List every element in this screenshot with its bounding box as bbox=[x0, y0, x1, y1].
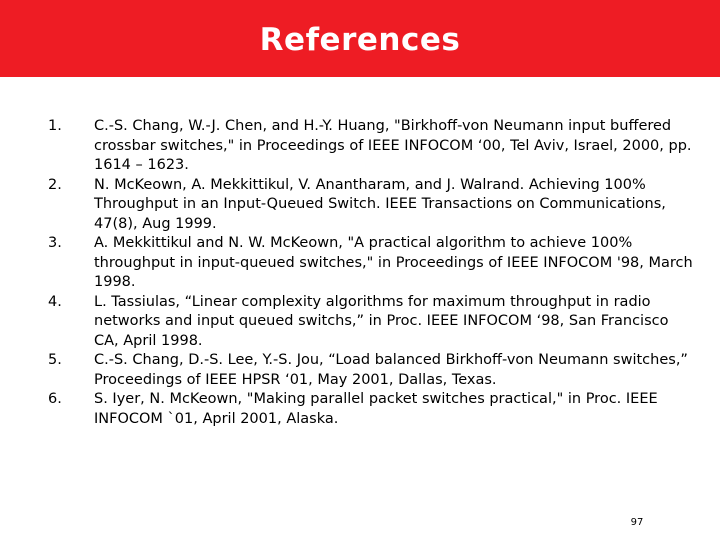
reference-number: 3. bbox=[48, 235, 62, 251]
reference-item-2 bbox=[0, 176, 720, 235]
reference-item-6 bbox=[0, 390, 720, 429]
reference-number: 1. bbox=[48, 118, 62, 134]
reference-text: N. McKeown, A. Mekkittikul, V. Anantharam, and J. Walrand. Achieving 100% Throughput in an Input-Queued Switch. IEEE Transactions on Communications, 47(8), Aug 1999. bbox=[94, 176, 666, 232]
reference-text: S. Iyer, N. McKeown, "Making parallel packet switches practical," in Proc. IEEE INFOCOM `01, April 2001, Alaska. bbox=[94, 391, 658, 427]
reference-number: 4. bbox=[48, 293, 62, 310]
reference-number: 2. bbox=[48, 176, 62, 193]
reference-item-4 bbox=[0, 293, 720, 352]
reference-list bbox=[0, 117, 720, 429]
slide-title: References bbox=[259, 22, 461, 58]
reference-text: L. Tassiulas, “Linear complexity algorithms for maximum throughput in radio networks and input queued switchs,” in Proc. IEEE INFOCOM ‘98, San Francisco CA, April 1998. bbox=[94, 293, 669, 349]
reference-text: A. Mekkittikul and N. W. McKeown, "A practical algorithm to achieve 100% throughput in input-queued switches," in Proceedings of IEEE INFOCOM '98, March 1998. bbox=[94, 235, 693, 290]
reference-text: C.-S. Chang, W.-J. Chen, and H.-Y. Huang, "Birkhoff-von Neumann input buffered crossbar switches," in Proceedings of IEEE INFOCOM ‘00, Tel Aviv, Israel, 2000, pp. 1614 – 1623. bbox=[94, 118, 692, 173]
reference-number: 6. bbox=[48, 391, 62, 407]
reference-text: C.-S. Chang, D.-S. Lee, Y.-S. Jou, “Load balanced Birkhoff-von Neumann switches,” Proceedings of IEEE HPSR ‘01, May 2001, Dallas, Texas. bbox=[94, 352, 688, 388]
reference-number: 5. bbox=[48, 352, 62, 368]
reference-item-3 bbox=[0, 234, 720, 293]
page-number: 97 bbox=[630, 517, 644, 528]
reference-item-1 bbox=[0, 117, 720, 176]
reference-item-5 bbox=[0, 351, 720, 390]
